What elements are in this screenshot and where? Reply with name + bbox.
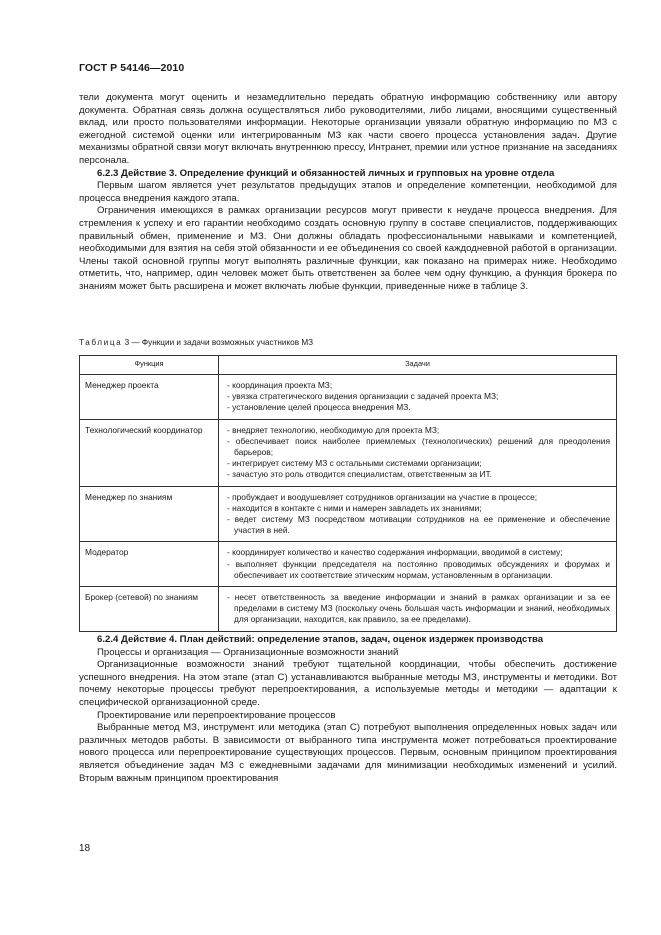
paragraph-first-step: Первым шагом является учет результатов предыдущих этапов и определение компетенции, необходимой для процесса внедрения каждого этапа. xyxy=(79,180,617,204)
task-item: - интегрирует систему МЗ с остальными системами организации; xyxy=(227,458,482,469)
function-cell: Технологический координатор xyxy=(80,419,219,486)
table-header-row xyxy=(80,356,617,375)
table-row xyxy=(80,486,617,542)
table-caption-text: 3 — Функции и задачи возможных участников МЗ xyxy=(122,338,314,347)
column-header-function: Функция xyxy=(80,356,219,375)
subheading-processes: Процессы и организация — Организационные возможности знаний xyxy=(97,646,399,658)
function-cell: Брокер (сетевой) по знаниям xyxy=(80,587,219,632)
task-item: - координация проекта МЗ; xyxy=(227,380,333,390)
upper-text-block xyxy=(79,92,617,294)
function-cell: Менеджер по знаниям xyxy=(80,486,219,542)
function-cell: Модератор xyxy=(80,542,219,587)
tasks-cell xyxy=(219,375,617,420)
tasks-cell xyxy=(219,486,617,542)
table-row xyxy=(80,542,617,587)
paragraph-feedback: тели документа могут оценить и незамедлительно передать обратную информацию собственнику или автору документа. Обратная связь должна осуществляться либо руководителями, либо лицами, вносящими существенный вклад, или просто пользователями информации. Некоторые организации увязали обратную информацию по МЗ с ежегодной системой оценки или интегрированным МЗ как части своего процесса установления задач. Другие механизмы обратной связи могут включать внутреннюю прессу, Интранет, премии или устное признание на заседаниях персонала. xyxy=(79,92,617,166)
tasks-cell xyxy=(219,419,617,486)
tasks-cell xyxy=(219,542,617,587)
page-number: 18 xyxy=(79,843,91,854)
roles-table xyxy=(79,355,617,632)
function-cell: Менеджер проекта xyxy=(80,375,219,420)
task-item: - зачастую это роль отводится специалистам, ответственным за ИТ. xyxy=(227,469,492,480)
task-item: - несет ответственность за введение информации и знаний в рамках организации и за ее пределами в систему МЗ (поскольку очень большая часть информации и знаний, необходимых для организации, находится, как правило, за ее пределами). xyxy=(227,592,610,625)
paragraph-resource-limits: Ограничения имеющихся в рамках организации ресурсов могут привести к неудаче процесса внедрения. Для стремления к успеху и его гарантии необходимо создать основную группу в составе специалистов, поддерживающих правильный обмен, применение и МЗ. Они должны обладать профессиональными навыками и компетенцией, необходимыми для взятия на себя этой обязанности и ее объединения со своей каждодневной работой в организации. Члены такой основной группы могут выполнять различные функции, как показано на примерах ниже. Необходимо отметить, что, например, один человек может быть ответственен за более чем одну функцию, а функция брокера по знаниям может быть расширена и может включать любые функции, приведенные ниже в таблице 3. xyxy=(79,205,617,292)
section-heading-6-2-3: 6.2.3 Действие 3. Определение функций и обязанностей личных и групповых на уровне отдела xyxy=(97,167,555,179)
standard-header: ГОСТ Р 54146—2010 xyxy=(79,62,185,74)
subheading-process-design: Проектирование или перепроектирование процессов xyxy=(97,709,336,721)
task-item: - пробуждает и воодушевляет сотрудников организации на участие в процессе; xyxy=(227,491,538,502)
task-item: - выполняет функции председателя на постоянно проводимых обсуждениях и форумах и обеспечивает их соответствие этическим нормам, установленным в организации. xyxy=(227,558,610,580)
paragraph-knowledge-capabilities: Организационные возможности знаний требуют тщательной координации, чтобы обеспечить достижение успешного внедрения. На этом этапе (этап С) устанавливаются выбранные методы МЗ, инструменты и методики. Вот почему некоторые процессы требуют перепроектирования, а используемые методы и методики — адаптации к специфической организационной среде. xyxy=(79,659,617,708)
task-item: - внедряет технологию, необходимую для проекта МЗ; xyxy=(227,424,440,435)
section-heading-6-2-4: 6.2.4 Действие 4. План действий: определение этапов, задач, оценок издержек производства xyxy=(97,634,544,645)
task-item: - увязка стратегического видения организации с задачей проекта МЗ; xyxy=(227,391,499,402)
table-caption-label: Таблица xyxy=(79,338,123,347)
task-item: - установление целей процесса внедрения МЗ. xyxy=(227,402,411,413)
lower-text-block xyxy=(79,634,617,785)
table-caption xyxy=(79,338,313,347)
task-item: - находится в контакте с ними и намерен завладеть их знаниями; xyxy=(227,502,482,513)
table-row xyxy=(80,419,617,486)
task-item: - ведет систему МЗ посредством мотивации сотрудников на ее применение и обеспечение участия в ней. xyxy=(227,514,610,536)
task-item: - координирует количество и качество содержания информации, вводимой в систему; xyxy=(227,547,563,558)
task-item: - обеспечивает поиск наиболее приемлемых (технологических) решений для преодоления барьеров; xyxy=(227,435,610,458)
table-row xyxy=(80,587,617,632)
column-header-tasks: Задачи xyxy=(219,356,617,375)
tasks-cell xyxy=(219,587,617,632)
paragraph-selected-method: Выбранные метод МЗ, инструмент или методика (этап С) потребуют выполнения определенных новых задач или различных методов работы. В зависимости от выбранного типа инструмента может потребоваться проектирование нового процесса или перепроектирование существующих процессов. Первым, основным принципом проектирования является объединение задач МЗ с ежедневными задачами для минимизации необходимых изменений и усилий. Вторым важным принципом проектирования xyxy=(79,722,617,784)
table-row xyxy=(80,375,617,420)
